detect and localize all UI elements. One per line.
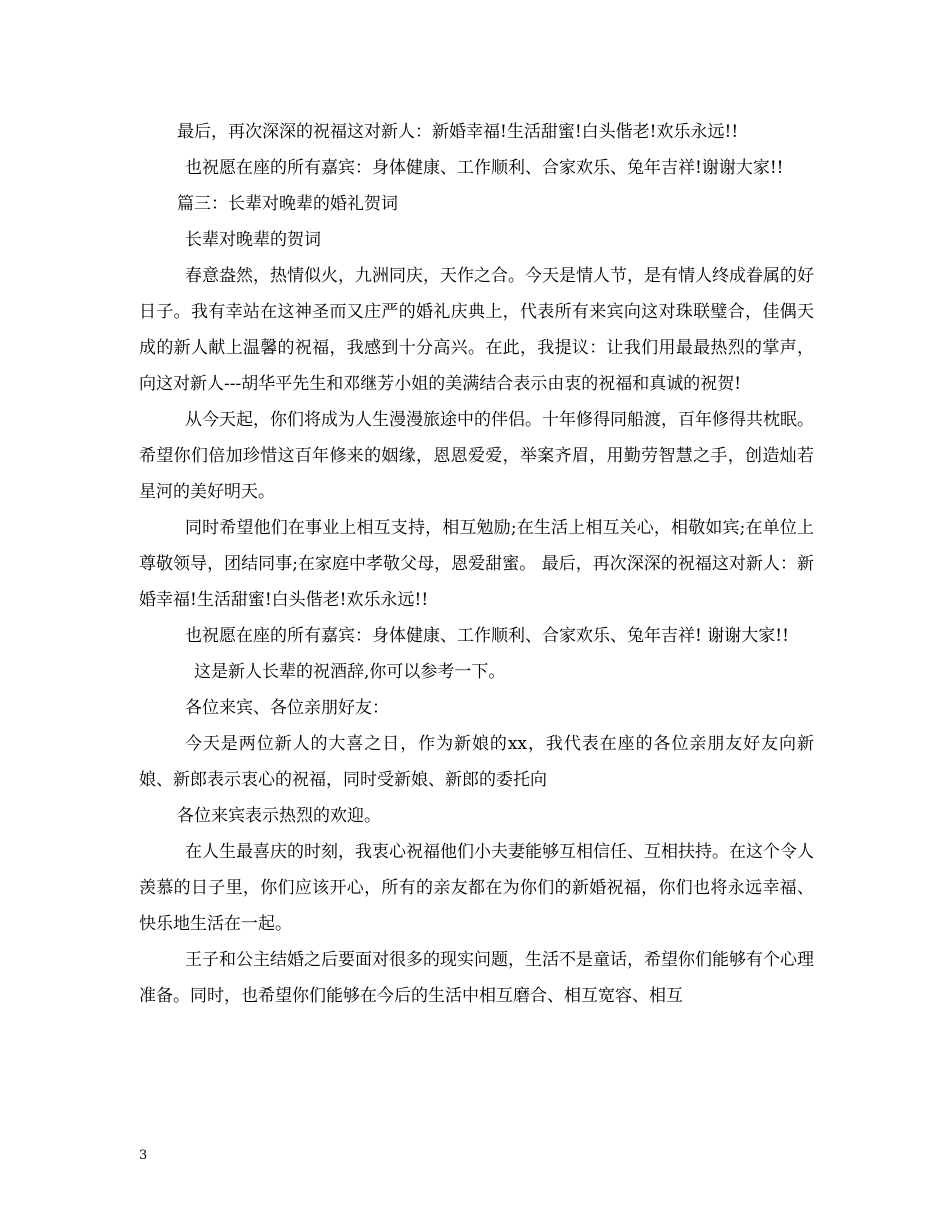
paragraph-guest-wishes: 也祝愿在座的所有嘉宾：身体健康、工作顺利、合家欢乐、兔年吉祥!谢谢大家!! <box>185 158 784 178</box>
paragraph-guest-wishes-2: 也祝愿在座的所有嘉宾：身体健康、工作顺利、合家欢乐、兔年吉祥! 谢谢大家!! <box>185 626 789 646</box>
paragraph-opening: 春意盎然，热情似火，九洲同庆，天作之合。今天是情人节，是有情人终成眷属的好日子。我有幸站在这神圣而又庄严的婚礼庆典上，代表所有来宾向这对珠联璧合，佳偶天成的新人献上温馨的祝福，我感到十分高兴。在此，我提议：让我们用最最热烈的掌声，向这对新人---胡华平先生和邓继芳小姐的美满结合表示由衷的祝福和真诚的祝贺! <box>139 266 814 394</box>
paragraph-reality: 王子和公主结婚之后要面对很多的现实问题，生活不是童话，希望你们能够有个心理准备。同时，也希望你们能够在今后的生活中相互磨合、相互宽容、相互 <box>139 950 814 1006</box>
paragraph-welcome: 各位来宾表示热烈的欢迎。 <box>177 806 381 826</box>
paragraph-note: 这是新人长辈的祝酒辞,你可以参考一下。 <box>194 662 506 682</box>
section-heading: 篇三：长辈对晚辈的婚礼贺词 <box>177 194 398 214</box>
paragraph-blessing: 在人生最喜庆的时刻，我衷心祝福他们小夫妻能够互相信任、互相扶持。在这个令人羡慕的日子里，你们应该开心，所有的亲友都在为你们的新婚祝福，你们也将永远幸福、快乐地生活在一起。 <box>139 842 814 934</box>
paragraph-partners: 从今天起，你们将成为人生漫漫旅途中的伴侣。十年修得同船渡，百年修得共枕眠。希望你们倍加珍惜这百年修来的姻缘，恩恩爱爱，举案齐眉，用勤劳智慧之手，创造灿若星河的美好明天。 <box>139 410 814 502</box>
document-body <box>139 114 814 1014</box>
paragraph-closing-blessing: 最后，再次深深的祝福这对新人：新婚幸福!生活甜蜜!白头偕老!欢乐永远!! <box>177 122 739 142</box>
paragraph-salutation: 各位来宾、各位亲朋好友： <box>185 698 389 718</box>
paragraph-introduction: 今天是两位新人的大喜之日，作为新娘的xx，我代表在座的各位亲朋友好友向新娘、新郎表示衷心的祝福，同时受新娘、新郎的委托向 <box>139 734 814 790</box>
page-number: 3 <box>139 1148 148 1163</box>
paragraph-hopes: 同时希望他们在事业上相互支持，相互勉励;在生活上相互关心，相敬如宾;在单位上尊敬领导，团结同事;在家庭中孝敬父母，恩爱甜蜜。 最后，再次深深的祝福这对新人：新婚幸福!生活甜蜜!白头偕老!欢乐永远!! <box>139 518 814 610</box>
subsection-heading: 长辈对晚辈的贺词 <box>185 230 321 250</box>
